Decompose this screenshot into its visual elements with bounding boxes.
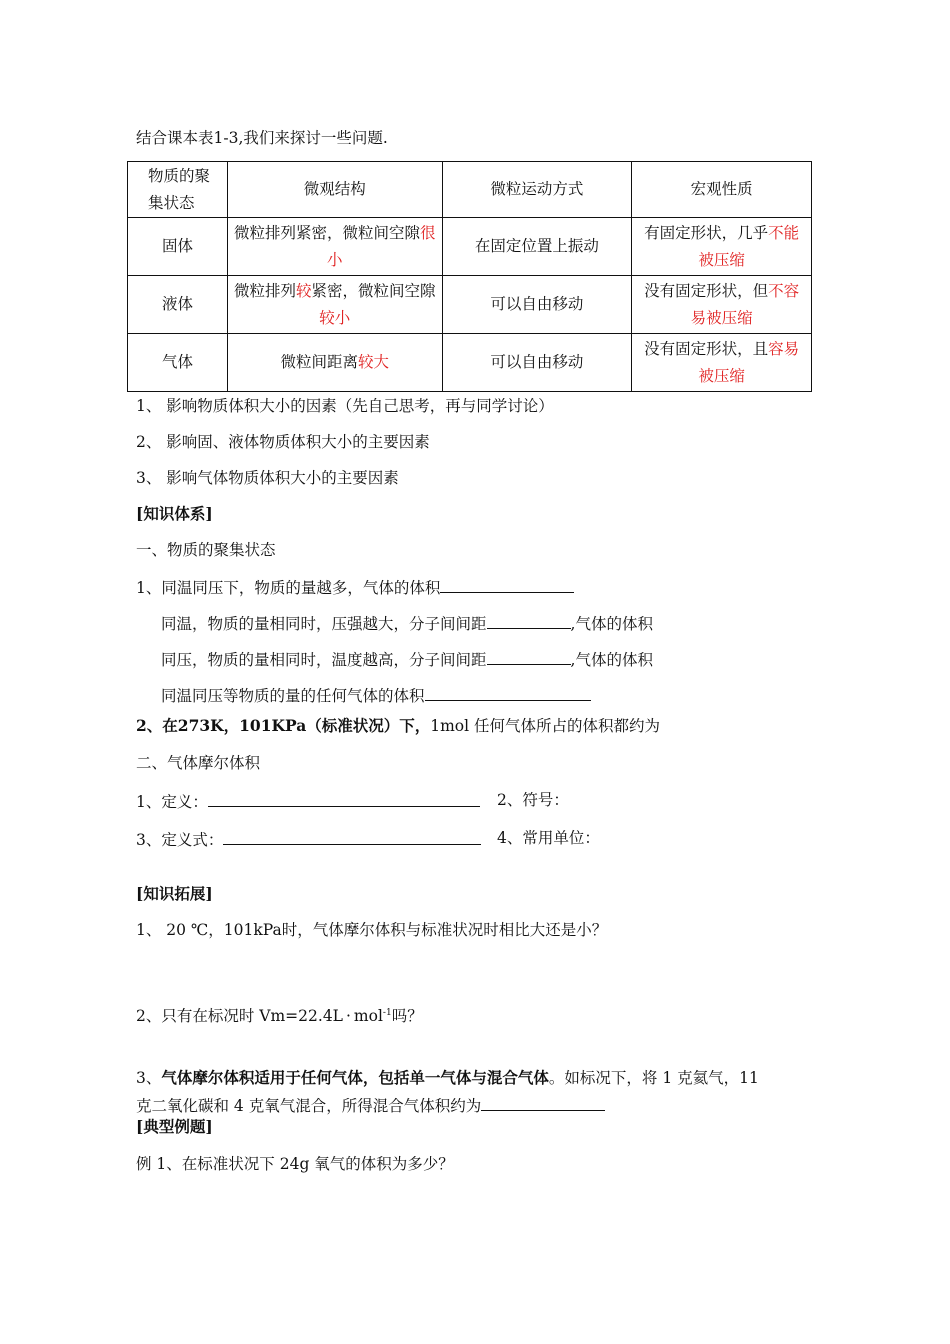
table-header-row: [128, 162, 812, 218]
aggregation-state-table: [127, 161, 812, 392]
section-molar-volume: 二、气体摩尔体积: [136, 754, 261, 772]
micro-cell: 微粒间距离较大: [227, 334, 442, 392]
state-cell: 气体: [128, 334, 228, 392]
knowledge-sub-3: 同温同压等物质的量的任何气体的体积: [161, 684, 591, 706]
answer-blank[interactable]: [425, 684, 591, 701]
header-motion: 微粒运动方式: [442, 162, 632, 218]
micro-cell: 微粒排列紧密，微粒间空隙很小: [227, 218, 442, 276]
table-row: [128, 276, 812, 334]
example-1: 例 1、在标准状况下 24g 氧气的体积为多少？: [136, 1155, 454, 1173]
definition-row: 1、定义：: [136, 790, 480, 812]
macro-cell: 没有固定形状，但不容易被压缩: [632, 276, 812, 334]
question-3: 3、 影响气体物质体积大小的主要因素: [136, 469, 399, 487]
header-micro: 微观结构: [227, 162, 442, 218]
definition-blank[interactable]: [208, 790, 480, 807]
knowledge-sub-1: 同温，物质的量相同时，压强越大，分子间间距 ,气体的体积: [161, 612, 653, 634]
header-state: 物质的聚集状态: [128, 162, 228, 218]
knowledge-item-2: 2、在273K，101KPa（标准状况）下，1mol 任何气体所占的体积都约为: [136, 716, 661, 735]
knowledge-item-1: 1、同温同压下，物质的量越多，气体的体积: [136, 576, 574, 598]
macro-cell: 没有固定形状，且容易被压缩: [632, 334, 812, 392]
intro-text: 结合课本表1-3,我们来探讨一些问题.: [136, 129, 388, 147]
examples-heading: [典型例题]: [136, 1117, 213, 1136]
unit-label: 4、常用单位：: [497, 829, 600, 847]
question-1: 1、 影响物质体积大小的因素（先自己思考，再与同学讨论）: [136, 397, 554, 415]
motion-cell: 可以自由移动: [442, 276, 632, 334]
knowledge-heading: [知识体系]: [136, 504, 213, 523]
section-aggregation-state: 一、物质的聚集状态: [136, 541, 276, 559]
formula-row: 3、定义式：: [136, 828, 481, 850]
extension-question-1: 1、 20 ℃，101kPa时，气体摩尔体积与标准状况时相比大还是小？: [136, 921, 608, 939]
symbol-label: 2、符号：: [497, 791, 569, 809]
table-row: [128, 334, 812, 392]
knowledge-sub-2: 同压，物质的量相同时，温度越高，分子间间距 ,气体的体积: [161, 648, 653, 670]
answer-blank[interactable]: [487, 612, 571, 629]
answer-blank[interactable]: [481, 1094, 605, 1111]
question-2: 2、 影响固、液体物质体积大小的主要因素: [136, 433, 430, 451]
extension-heading: [知识拓展]: [136, 884, 213, 903]
formula-blank[interactable]: [223, 828, 481, 845]
answer-blank[interactable]: [440, 576, 574, 593]
state-cell: 固体: [128, 218, 228, 276]
header-macro: 宏观性质: [632, 162, 812, 218]
micro-cell: 微粒排列较紧密，微粒间空隙较小: [227, 276, 442, 334]
motion-cell: 可以自由移动: [442, 334, 632, 392]
motion-cell: 在固定位置上振动: [442, 218, 632, 276]
extension-question-3-cont: 克二氧化碳和 4 克氧气混合，所得混合气体积约为: [136, 1094, 605, 1116]
table-row: [128, 218, 812, 276]
extension-question-2: 2、只有在标况时 Vm=22.4L · mol$^{-1}$吗？: [136, 1007, 423, 1025]
extension-question-3: 3、气体摩尔体积适用于任何气体，包括单一气体与混合气体。如标况下，将 1 克氦气，11: [136, 1068, 759, 1087]
answer-blank[interactable]: [487, 648, 571, 665]
state-cell: 液体: [128, 276, 228, 334]
macro-cell: 有固定形状，几乎不能被压缩: [632, 218, 812, 276]
